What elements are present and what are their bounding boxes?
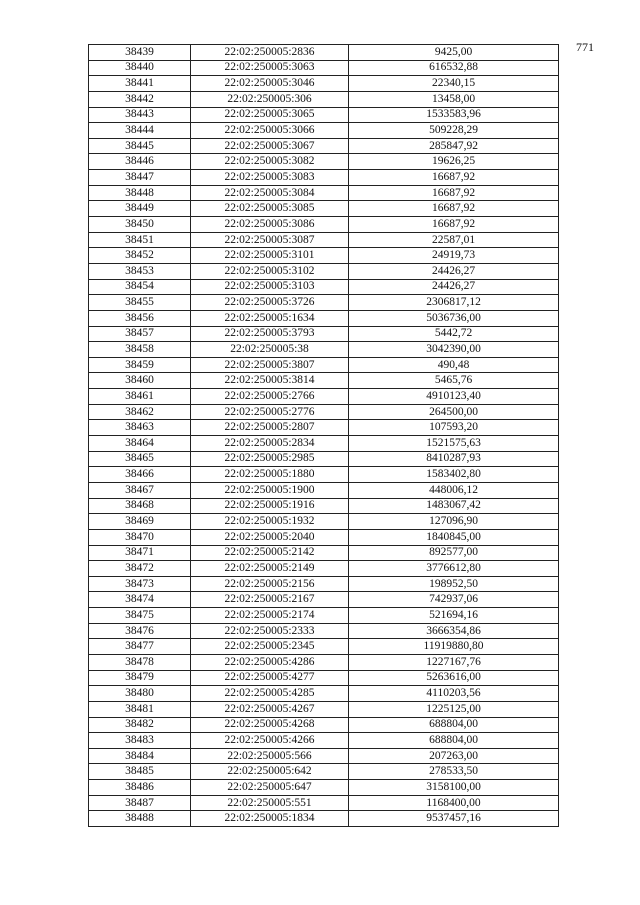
table-row [89,232,559,248]
table-row [89,91,559,107]
table-row [89,561,559,577]
table-row [89,733,559,749]
table-row [89,138,559,154]
table-row [89,764,559,780]
row-number-cell: 38445 [89,138,191,154]
table-row [89,248,559,264]
cadastral-number-cell: 22:02:250005:3101 [191,248,349,264]
row-number-cell: 38440 [89,60,191,76]
table-row [89,482,559,498]
row-number-cell: 38479 [89,670,191,686]
table-row [89,623,559,639]
value-cell: 11919880,80 [349,639,559,655]
value-cell: 198952,50 [349,576,559,592]
value-cell: 22587,01 [349,232,559,248]
cadastral-number-cell: 22:02:250005:1916 [191,498,349,514]
cadastral-number-cell: 22:02:250005:3083 [191,170,349,186]
table-row [89,576,559,592]
row-number-cell: 38457 [89,326,191,342]
table-row [89,389,559,405]
row-number-cell: 38473 [89,576,191,592]
value-cell: 1227167,76 [349,654,559,670]
cadastral-number-cell: 22:02:250005:4268 [191,717,349,733]
table-row [89,45,559,61]
value-cell: 9425,00 [349,45,559,61]
cadastral-number-cell: 22:02:250005:3065 [191,107,349,123]
row-number-cell: 38446 [89,154,191,170]
table-row [89,170,559,186]
cadastral-number-cell: 22:02:250005:306 [191,91,349,107]
table-body [89,45,559,827]
row-number-cell: 38485 [89,764,191,780]
table-row [89,217,559,233]
cadastral-number-cell: 22:02:250005:3082 [191,154,349,170]
cadastral-number-cell: 22:02:250005:3726 [191,295,349,311]
value-cell: 1533583,96 [349,107,559,123]
cadastral-number-cell: 22:02:250005:3807 [191,357,349,373]
table-row [89,780,559,796]
cadastral-number-cell: 22:02:250005:2345 [191,639,349,655]
row-number-cell: 38466 [89,467,191,483]
cadastral-number-cell: 22:02:250005:3103 [191,279,349,295]
row-number-cell: 38450 [89,217,191,233]
row-number-cell: 38452 [89,248,191,264]
cadastral-number-cell: 22:02:250005:2174 [191,608,349,624]
value-cell: 4110203,56 [349,686,559,702]
cadastral-number-cell: 22:02:250005:3086 [191,217,349,233]
row-number-cell: 38448 [89,185,191,201]
row-number-cell: 38455 [89,295,191,311]
table-row [89,608,559,624]
cadastral-number-cell: 22:02:250005:4285 [191,686,349,702]
table-row [89,357,559,373]
row-number-cell: 38477 [89,639,191,655]
table-row [89,811,559,827]
table-row [89,748,559,764]
row-number-cell: 38449 [89,201,191,217]
cadastral-number-cell: 22:02:250005:642 [191,764,349,780]
cadastral-number-cell: 22:02:250005:1880 [191,467,349,483]
value-cell: 16687,92 [349,185,559,201]
value-cell: 16687,92 [349,217,559,233]
row-number-cell: 38469 [89,514,191,530]
cadastral-number-cell: 22:02:250005:3046 [191,76,349,92]
cadastral-number-cell: 22:02:250005:3102 [191,263,349,279]
row-number-cell: 38454 [89,279,191,295]
row-number-cell: 38442 [89,91,191,107]
value-cell: 24426,27 [349,279,559,295]
row-number-cell: 38458 [89,342,191,358]
value-cell: 5263616,00 [349,670,559,686]
row-number-cell: 38481 [89,701,191,717]
cadastral-number-cell: 22:02:250005:3793 [191,326,349,342]
cadastral-number-cell: 22:02:250005:1834 [191,811,349,827]
cadastral-number-cell: 22:02:250005:4286 [191,654,349,670]
row-number-cell: 38444 [89,123,191,139]
row-number-cell: 38486 [89,780,191,796]
table-row [89,107,559,123]
value-cell: 1583402,80 [349,467,559,483]
row-number-cell: 38482 [89,717,191,733]
value-cell: 16687,92 [349,201,559,217]
row-number-cell: 38488 [89,811,191,827]
row-number-cell: 38468 [89,498,191,514]
value-cell: 1483067,42 [349,498,559,514]
value-cell: 448006,12 [349,482,559,498]
cadastral-value-table [88,44,559,827]
cadastral-number-cell: 22:02:250005:3066 [191,123,349,139]
value-cell: 8410287,93 [349,451,559,467]
table-row [89,514,559,530]
row-number-cell: 38465 [89,451,191,467]
value-cell: 9537457,16 [349,811,559,827]
cadastral-number-cell: 22:02:250005:1900 [191,482,349,498]
cadastral-number-cell: 22:02:250005:4267 [191,701,349,717]
row-number-cell: 38475 [89,608,191,624]
value-cell: 521694,16 [349,608,559,624]
value-cell: 19626,25 [349,154,559,170]
value-cell: 3158100,00 [349,780,559,796]
value-cell: 5465,76 [349,373,559,389]
table-row [89,529,559,545]
value-cell: 3042390,00 [349,342,559,358]
value-cell: 13458,00 [349,91,559,107]
value-cell: 2306817,12 [349,295,559,311]
row-number-cell: 38443 [89,107,191,123]
table-row [89,545,559,561]
row-number-cell: 38459 [89,357,191,373]
value-cell: 688804,00 [349,717,559,733]
table-row [89,404,559,420]
table-row [89,310,559,326]
table-row [89,373,559,389]
cadastral-number-cell: 22:02:250005:4277 [191,670,349,686]
value-cell: 892577,00 [349,545,559,561]
table-row [89,279,559,295]
table-row [89,670,559,686]
value-cell: 1168400,00 [349,795,559,811]
table-row [89,498,559,514]
value-cell: 1521575,63 [349,436,559,452]
table-row [89,263,559,279]
row-number-cell: 38470 [89,529,191,545]
cadastral-number-cell: 22:02:250005:2156 [191,576,349,592]
table-row [89,795,559,811]
cadastral-number-cell: 22:02:250005:3084 [191,185,349,201]
table-row [89,185,559,201]
value-cell: 509228,29 [349,123,559,139]
table-row [89,451,559,467]
row-number-cell: 38472 [89,561,191,577]
row-number-cell: 38453 [89,263,191,279]
cadastral-number-cell: 22:02:250005:2776 [191,404,349,420]
value-cell: 16687,92 [349,170,559,186]
table-row [89,592,559,608]
row-number-cell: 38487 [89,795,191,811]
row-number-cell: 38484 [89,748,191,764]
row-number-cell: 38464 [89,436,191,452]
page-number: 771 [576,40,594,54]
cadastral-number-cell: 22:02:250005:3087 [191,232,349,248]
table-row [89,467,559,483]
cadastral-number-cell: 22:02:250005:3063 [191,60,349,76]
cadastral-number-cell: 22:02:250005:2149 [191,561,349,577]
row-number-cell: 38476 [89,623,191,639]
cadastral-number-cell: 22:02:250005:2807 [191,420,349,436]
value-cell: 3776612,80 [349,561,559,577]
row-number-cell: 38447 [89,170,191,186]
cadastral-number-cell: 22:02:250005:2040 [191,529,349,545]
value-cell: 3666354,86 [349,623,559,639]
table-row [89,686,559,702]
value-cell: 285847,92 [349,138,559,154]
row-number-cell: 38460 [89,373,191,389]
value-cell: 616532,88 [349,60,559,76]
value-cell: 207263,00 [349,748,559,764]
table-row [89,76,559,92]
row-number-cell: 38467 [89,482,191,498]
cadastral-number-cell: 22:02:250005:1932 [191,514,349,530]
table-row [89,201,559,217]
value-cell: 22340,15 [349,76,559,92]
value-cell: 278533,50 [349,764,559,780]
table-row [89,123,559,139]
value-cell: 4910123,40 [349,389,559,405]
cadastral-number-cell: 22:02:250005:2333 [191,623,349,639]
cadastral-number-cell: 22:02:250005:2985 [191,451,349,467]
row-number-cell: 38439 [89,45,191,61]
row-number-cell: 38483 [89,733,191,749]
table-row [89,639,559,655]
value-cell: 742937,06 [349,592,559,608]
table-row [89,654,559,670]
value-cell: 24919,73 [349,248,559,264]
row-number-cell: 38463 [89,420,191,436]
table-row [89,295,559,311]
value-cell: 5442,72 [349,326,559,342]
table-row [89,701,559,717]
value-cell: 490,48 [349,357,559,373]
cadastral-number-cell: 22:02:250005:551 [191,795,349,811]
value-cell: 5036736,00 [349,310,559,326]
row-number-cell: 38480 [89,686,191,702]
cadastral-number-cell: 22:02:250005:2834 [191,436,349,452]
cadastral-number-cell: 22:02:250005:3814 [191,373,349,389]
cadastral-number-cell: 22:02:250005:3067 [191,138,349,154]
value-cell: 1225125,00 [349,701,559,717]
row-number-cell: 38474 [89,592,191,608]
row-number-cell: 38461 [89,389,191,405]
row-number-cell: 38462 [89,404,191,420]
cadastral-number-cell: 22:02:250005:647 [191,780,349,796]
value-cell: 264500,00 [349,404,559,420]
cadastral-number-cell: 22:02:250005:1634 [191,310,349,326]
value-cell: 107593,20 [349,420,559,436]
table-row [89,717,559,733]
row-number-cell: 38441 [89,76,191,92]
row-number-cell: 38456 [89,310,191,326]
row-number-cell: 38471 [89,545,191,561]
table-row [89,342,559,358]
table-row [89,60,559,76]
row-number-cell: 38478 [89,654,191,670]
value-cell: 1840845,00 [349,529,559,545]
row-number-cell: 38451 [89,232,191,248]
cadastral-number-cell: 22:02:250005:4266 [191,733,349,749]
table-row [89,326,559,342]
table-row [89,154,559,170]
cadastral-number-cell: 22:02:250005:2836 [191,45,349,61]
table-row [89,420,559,436]
cadastral-number-cell: 22:02:250005:2167 [191,592,349,608]
table-row [89,436,559,452]
value-cell: 24426,27 [349,263,559,279]
cadastral-number-cell: 22:02:250005:38 [191,342,349,358]
cadastral-number-cell: 22:02:250005:3085 [191,201,349,217]
cadastral-number-cell: 22:02:250005:566 [191,748,349,764]
value-cell: 688804,00 [349,733,559,749]
cadastral-number-cell: 22:02:250005:2766 [191,389,349,405]
cadastral-number-cell: 22:02:250005:2142 [191,545,349,561]
value-cell: 127096,90 [349,514,559,530]
